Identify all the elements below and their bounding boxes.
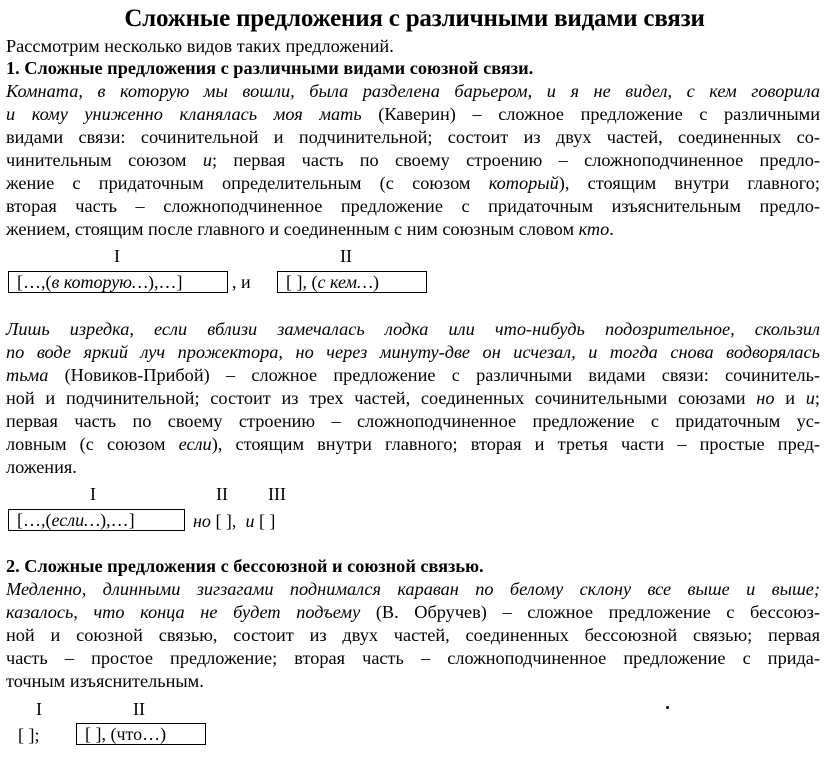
page-title: Сложные предложения с различными видами связи	[124, 5, 705, 32]
ex1-text: ; первая часть по своему строению – сложноподчиненное предло-	[211, 150, 820, 170]
scheme-word: что…	[116, 724, 161, 744]
scheme-text: )	[372, 272, 379, 292]
ex2-line5: первая часть по своему строению – сложноподчиненное предложение с придаточным ус-	[6, 411, 820, 431]
ex2-line4	[6, 387, 820, 409]
ex1-text: .	[609, 219, 614, 239]
scheme-text: […,(	[17, 510, 52, 530]
ex3-line3: ной и союзной связью, состоит из двух частей, соединенных бессоюзной связью; первая	[6, 625, 820, 645]
ex3-line1	[6, 578, 820, 600]
scheme3-label-1: I	[36, 699, 42, 719]
scheme1-label-2: II	[340, 246, 352, 266]
ex2-line6	[6, 433, 820, 455]
ex1-text: ), стоящим внутри главного;	[558, 173, 820, 193]
ex1-conj: кто	[578, 219, 610, 239]
ex3-line5: точным изъяснительным.	[6, 671, 204, 691]
intro-text: Рассмотрим несколько видов таких предложений.	[6, 36, 394, 56]
scheme3-bracket: [ ];	[18, 725, 40, 745]
ex2-conj: но	[756, 388, 775, 408]
ex2-line2	[6, 341, 820, 363]
ex3-quote-part2: казалось, что конца не будет подъему	[6, 602, 361, 622]
scheme-text: […,(	[17, 272, 52, 292]
ex2-quote-part3: тьма	[6, 365, 49, 385]
scheme-bracket: [ ]	[258, 511, 276, 531]
scheme2-box-1	[8, 509, 185, 531]
ex1-text: жение с придаточным определительным (с союзом	[6, 173, 489, 193]
scheme3-box	[76, 723, 206, 745]
section1-heading: 1. Сложные предложения с различными видами союзной связи.	[6, 58, 534, 78]
scheme2-label-3: III	[268, 484, 286, 504]
stray-dot	[666, 706, 669, 709]
scheme-word: с кем…	[317, 272, 373, 292]
ex2-text: и	[774, 388, 806, 408]
scheme-text: )	[160, 724, 167, 744]
ex3-source: (В. Обручев) – сложное предложение с бессоюз-	[360, 602, 820, 622]
scheme2-rest	[193, 511, 275, 531]
ex1-line7	[6, 218, 820, 240]
ex1-conj: и	[202, 150, 212, 170]
ex2-line3	[6, 364, 820, 386]
ex1-text: жением, стоящим после главного и соединенным с ним союзным словом	[6, 219, 579, 239]
scheme-text: ),…]	[100, 510, 135, 530]
ex2-conj: и	[805, 388, 815, 408]
ex2-quote-part1: Лишь изредка, если вблизи замечалась лодка или что-нибудь подозрительное, скользил	[6, 319, 820, 339]
scheme2-label-1: I	[90, 484, 96, 504]
scheme-conj: и	[245, 511, 255, 531]
scheme-conj: но	[193, 511, 211, 531]
ex1-source: (Каверин) – сложное предложение с различными	[361, 104, 820, 124]
ex2-line7: ложения.	[6, 457, 77, 477]
ex2-text: ной и подчинительной; состоит из трех частей, соединенных сочинительными союзами	[6, 388, 757, 408]
scheme1-label-1: I	[114, 246, 120, 266]
scheme-text: ),…]	[148, 272, 183, 292]
ex2-text: ;	[814, 388, 820, 408]
ex1-line2	[6, 103, 820, 125]
ex2-conj: если	[178, 434, 212, 454]
ex1-text: чинительным союзом	[6, 150, 203, 170]
ex2-line1	[6, 318, 820, 340]
ex1-line5	[6, 172, 820, 194]
ex1-line6: вторая часть – сложноподчиненное предложение с придаточным изъяснительным предло-	[6, 196, 820, 216]
ex1-line1	[6, 80, 820, 102]
ex1-line4	[6, 149, 820, 171]
scheme-word: в которую…	[51, 272, 148, 292]
scheme-text: [ ], (	[286, 272, 318, 292]
ex1-line3: видами связи: сочинительной и подчинительной; состоит из двух частей, соединенных со-	[6, 127, 820, 147]
scheme-text: [ ], (	[85, 724, 117, 744]
ex3-quote-part1: Медленно, длинными зигзагами поднимался караван по белому склону все выше и выше;	[6, 579, 820, 599]
scheme3-label-2: II	[133, 699, 145, 719]
scheme1-conj: , и	[232, 272, 251, 292]
ex2-text: ловным (с союзом	[6, 434, 179, 454]
scheme-word: если…	[51, 510, 101, 530]
ex1-quote-part2: и кому униженно кланялась моя мать	[6, 104, 362, 124]
ex2-text: ), стоящим внутри главного; вторая и третья части – простые пред-	[211, 434, 820, 454]
scheme-bracket: [ ],	[215, 511, 237, 531]
scheme1-box-1	[8, 271, 228, 293]
ex3-line4: часть – простое предложение; вторая часть – сложноподчиненное предложение с прида-	[6, 648, 820, 668]
ex1-conj: который	[488, 173, 559, 193]
ex2-quote-part2: по воде яркий луч прожектора, но через минуту-две он исчезал, и тогда снова водворялась	[6, 342, 820, 362]
scheme1-box-2	[277, 271, 427, 293]
ex3-line2	[6, 601, 820, 623]
ex2-source: (Новиков-Прибой) – сложное предложение с различными видами связи: сочинитель-	[48, 365, 820, 385]
scheme2-label-2: II	[216, 484, 228, 504]
section2-heading: 2. Сложные предложения с бессоюзной и союзной связью.	[6, 556, 484, 576]
ex1-quote-part1: Комната, в которую мы вошли, была разделена барьером, и я не видел, с кем говорила	[6, 81, 820, 101]
